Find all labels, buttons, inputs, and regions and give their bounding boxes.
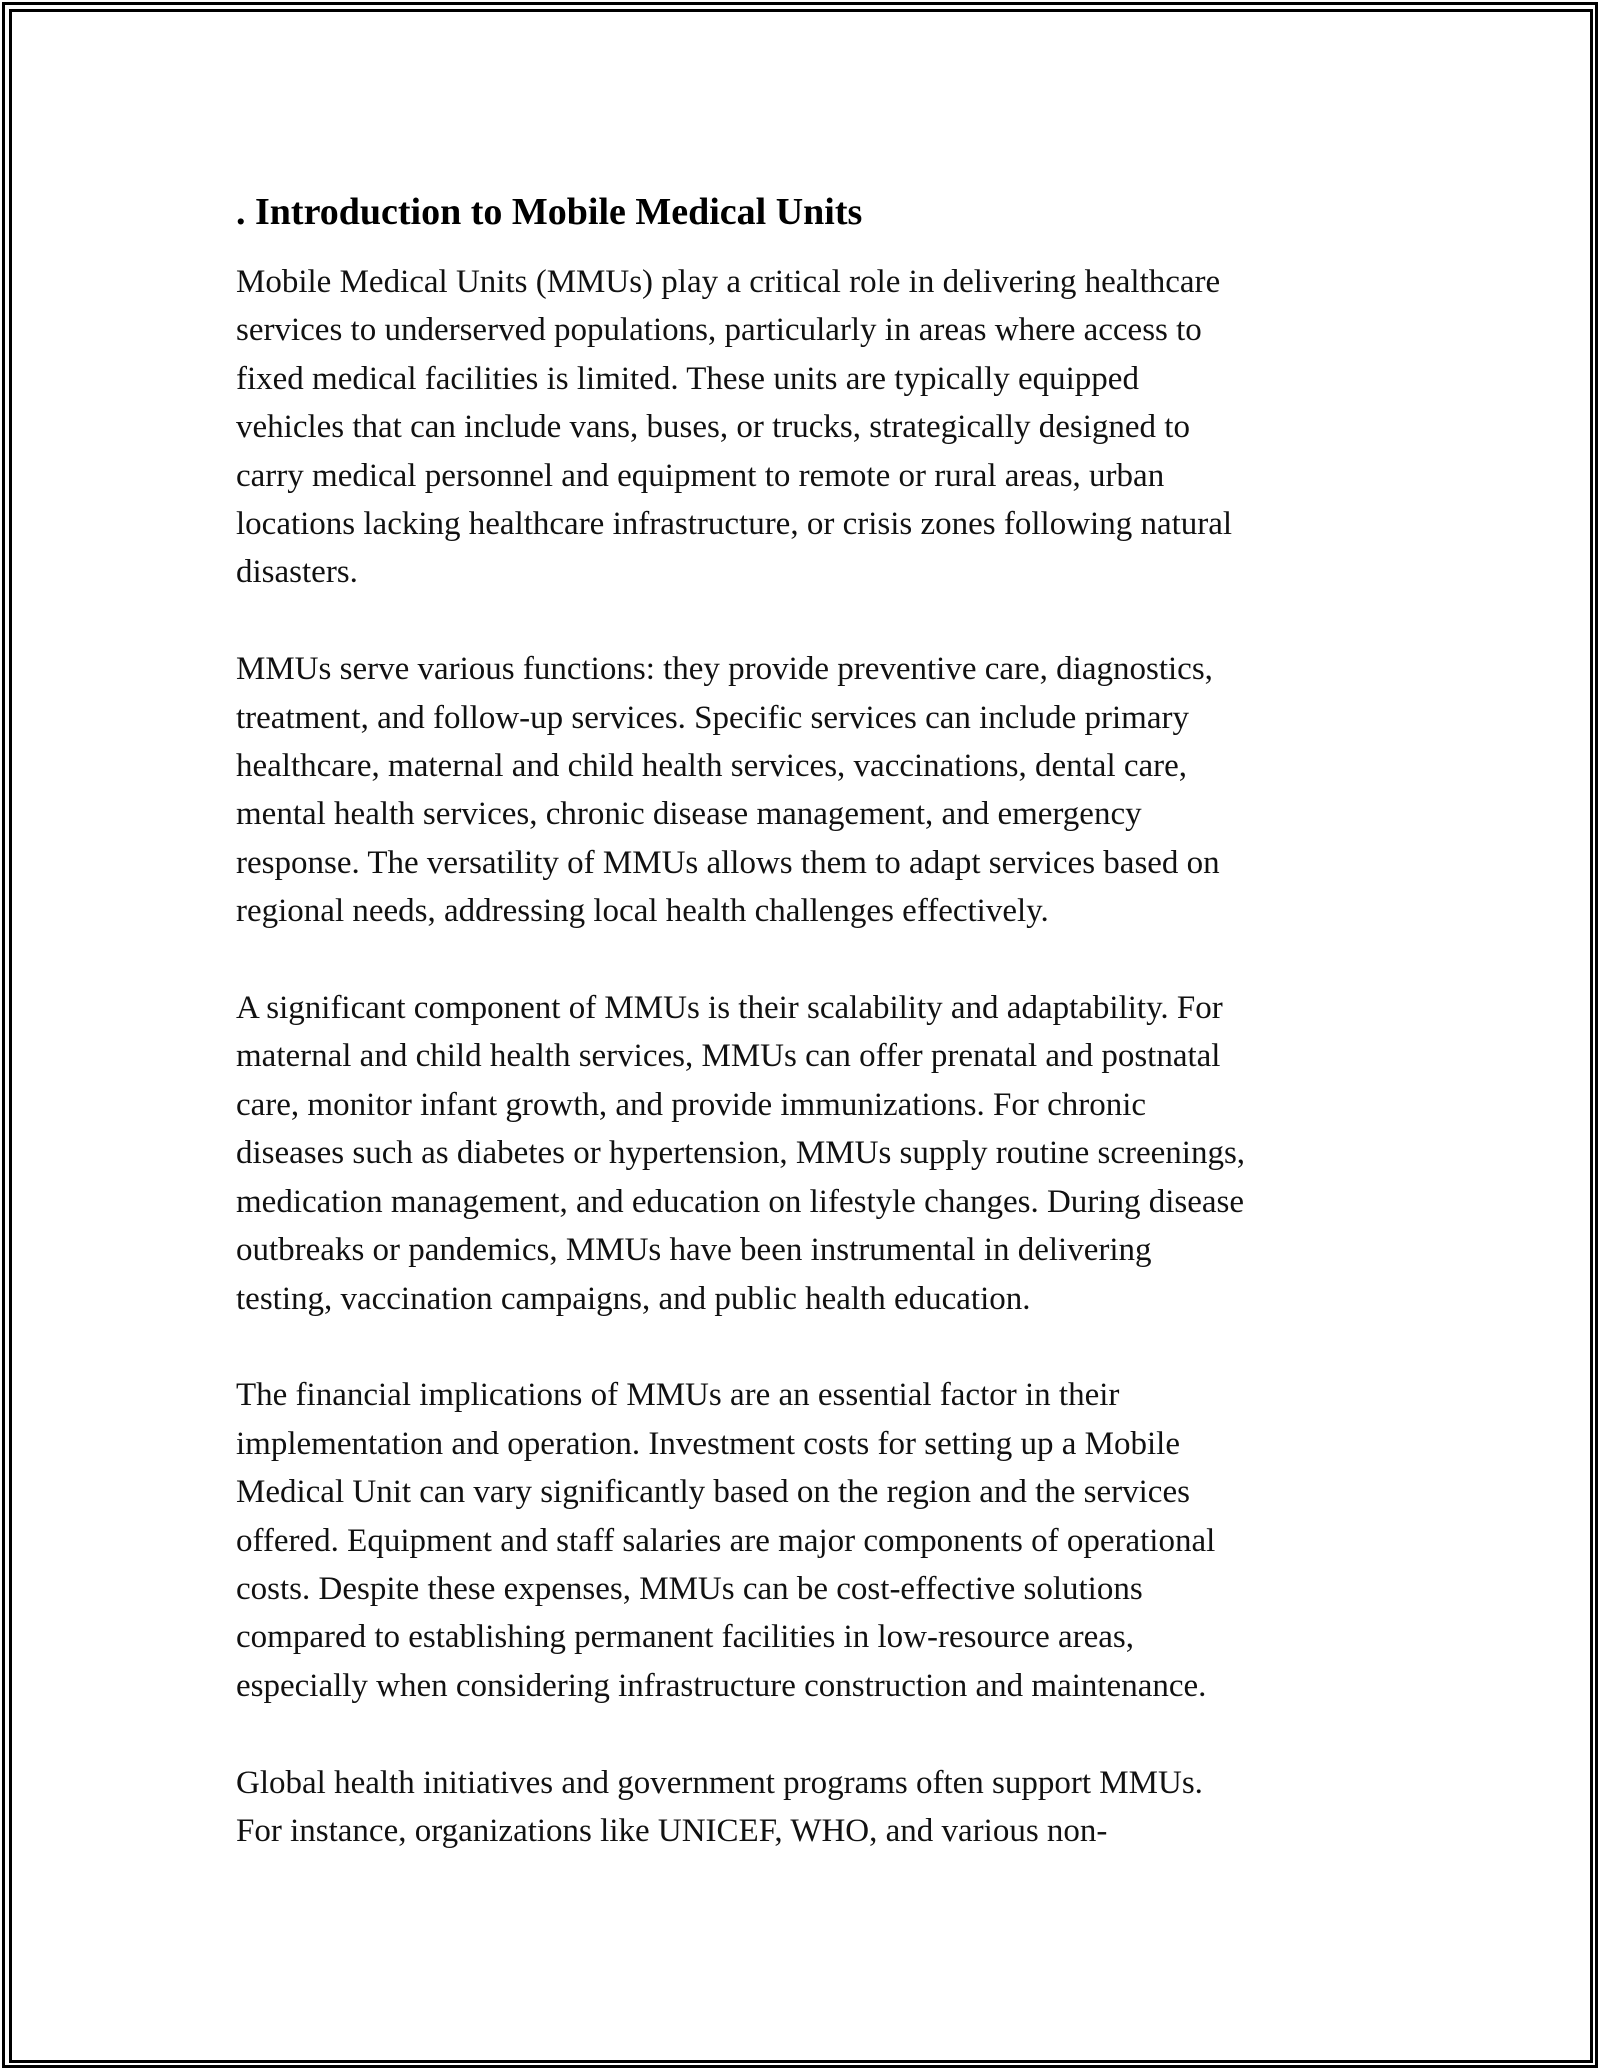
paragraph-global-initiatives: Global health initiatives and government programs often support MMUs. For instance, organizations like UNICEF, WHO, and various non-	[236, 1764, 1203, 1849]
document-body	[236, 186, 1386, 1904]
paragraph-scalability: A significant component of MMUs is their scalability and adaptability. For maternal and child health services, MMUs can offer prenatal and postnatal care, monitor infant growth, and provide immunizations. For chronic diseases such as diabetes or hypertension, MMUs supply routine screenings, medication management, and education on lifestyle changes. During disease outbreaks or pandemics, MMUs have been instrumental in delivering testing, vaccination campaigns, and public health education.	[236, 990, 1246, 1317]
paragraph-financial: The financial implications of MMUs are an essential factor in their implementation and operation. Investment costs for setting up a Mobile Medical Unit can vary significantly based on the region and the services offered. Equipment and staff salaries are major components of operational costs. Despite these expenses, MMUs can be cost-effective solutions compared to establishing permanent facilities in low-resource areas, especially when considering infrastructure construction and maintenance.	[236, 1377, 1216, 1704]
paragraph-intro: Mobile Medical Units (MMUs) play a critical role in delivering healthcare services to underserved populations, particularly in areas where access to fixed medical facilities is limited. These units are typically equipped vehicles that can include vans, buses, or trucks, strategically designed to carry medical personnel and equipment to remote or rural areas, urban locations lacking healthcare infrastructure, or crisis zones following natural disasters.	[236, 264, 1233, 591]
paragraph-functions: MMUs serve various functions: they provide preventive care, diagnostics, treatment, and follow-up services. Specific services can include primary healthcare, maternal and child health services, vaccinations, dental care, mental health services, chronic disease management, and emergency response. The versatility of MMUs allows them to adapt services based on regional needs, addressing local health challenges effectively.	[236, 651, 1220, 930]
page-title: . Introduction to Mobile Medical Units	[236, 191, 863, 233]
